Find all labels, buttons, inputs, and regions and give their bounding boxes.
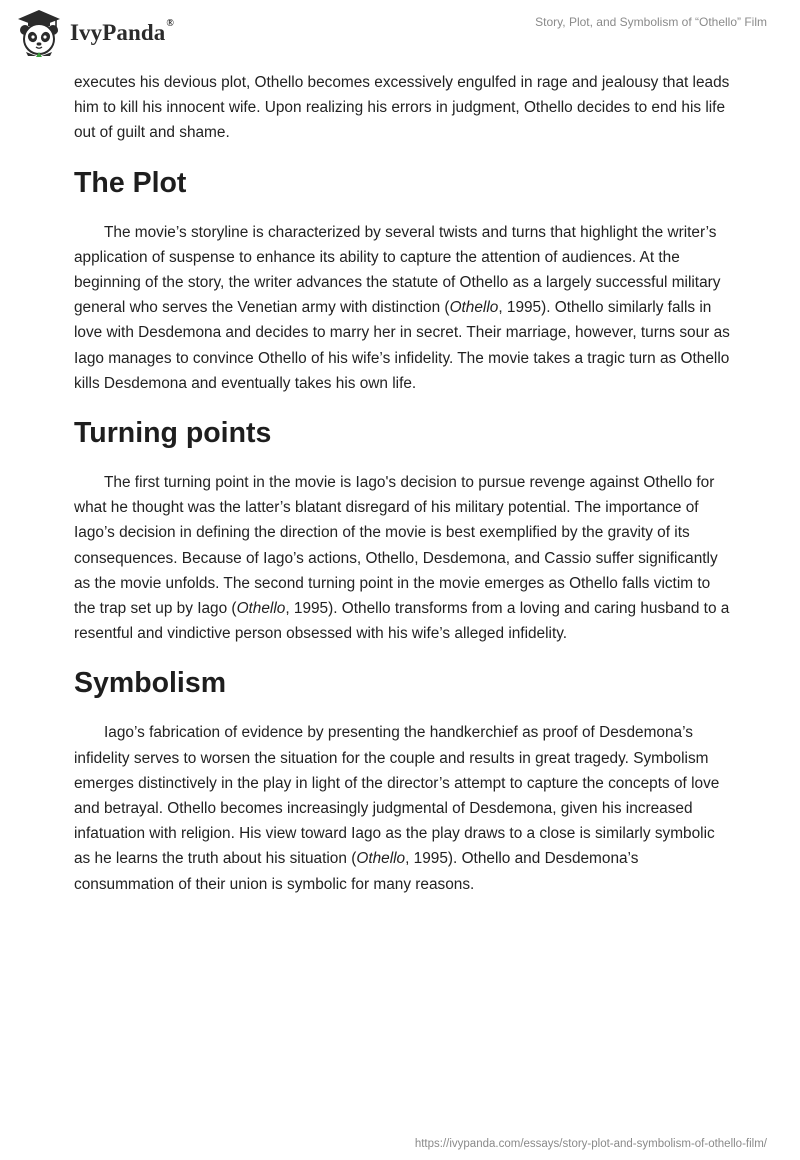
- symbolism-paragraph: [74, 720, 734, 896]
- turning-points-paragraph: [74, 470, 734, 646]
- document-title: Story, Plot, and Symbolism of “Othello” Film: [535, 15, 767, 29]
- plot-text-part-1: The movie’s storyline is characterized by several twists and turns that highlight the writer’s application of suspense to enhance its ability to capture the attention of audiences. At the beginning of the story, the writer advances the statute of Othello as a largely successful military general who serves the Venetian army with distinction (: [74, 223, 721, 317]
- brand-text: IvyPanda: [70, 20, 166, 45]
- turning-citation-title: Othello: [236, 600, 286, 618]
- page-header: [0, 0, 800, 66]
- ivypanda-logo[interactable]: [14, 8, 174, 58]
- section-heading-turning-points: Turning points: [74, 417, 272, 450]
- essay-content: [74, 70, 734, 897]
- registered-mark: ®: [166, 18, 174, 29]
- section-heading-symbolism: Symbolism: [74, 667, 227, 700]
- turning-text-part-1: The first turning point in the movie is Iago's decision to pursue revenge against Othello for what he thought was the latter’s blatant disregard of his military potential. The importance of Iago’s decision in defining the direction of the movie is best exemplified by the gravity of its consequences. Because of Iago’s actions, Othello, Desdemona, and Cassio suffer significantly as the movie unfolds. The second turning point in the movie emerges as Othello falls victim to the trap set up by Iago (: [74, 474, 718, 618]
- section-heading-plot: The Plot: [74, 166, 187, 199]
- panda-graduate-icon: [14, 8, 64, 58]
- plot-paragraph: [74, 220, 734, 396]
- plot-text-part-2: , 1995). Othello similarly falls in love with Desdemona and decides to marry her in secret. Their marriage, however, turns sour as Iago manages to convince Othello of his wife’s infidelity. The movie takes a tragic turn as Othello kills Desdemona and eventually takes his own life.: [74, 299, 730, 392]
- turning-text-part-2: , 1995). Othello transforms from a loving and caring husband to a resentful and vindictive person obsessed with his wife’s alleged infidelity.: [74, 600, 730, 643]
- intro-paragraph: executes his devious plot, Othello becomes excessively engulfed in rage and jealousy that leads him to kill his innocent wife. Upon realizing his errors in judgment, Othello decides to end his life out of guilt and shame.: [74, 74, 730, 142]
- symbolism-text-part-2: , 1995). Othello and Desdemona’s consummation of their union is symbolic for many reasons.: [74, 850, 639, 893]
- symbolism-citation-title: Othello: [356, 850, 406, 868]
- brand-name: [70, 20, 174, 46]
- plot-citation-title: Othello: [449, 299, 499, 317]
- source-url-link[interactable]: https://ivypanda.com/essays/story-plot-and-symbolism-of-othello-film/: [414, 1138, 767, 1150]
- symbolism-text-part-1: Iago’s fabrication of evidence by presenting the handkerchief as proof of Desdemona’s infidelity serves to worsen the situation for the couple and results in great tragedy. Symbolism emerges distinctively in the play in light of the director’s attempt to capture the concepts of love and betrayal. Othello becomes increasingly judgmental of Desdemona, given his increased infatuation with religion. His view toward Iago as the play draws to a close is similarly symbolic as he learns the truth about his situation (: [74, 724, 720, 868]
